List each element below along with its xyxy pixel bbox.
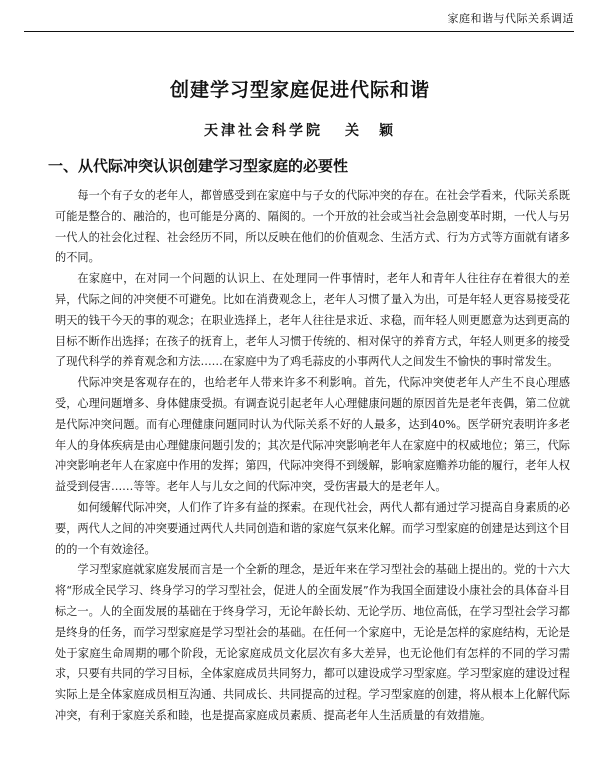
running-header — [24, 10, 574, 32]
body-paragraph: 如何缓解代际冲突，人们作了许多有益的探索。在现代社会，两代人都有通过学习提高自身素质的必要，两代人之间的冲突要通过两代人共同创造和谐的家庭气氛来化解。而学习型家庭的创建是达到这个目的的一个有效途径。 — [55, 500, 570, 556]
article-title: 创建学习型家庭促进代际和谐 — [169, 79, 430, 101]
body-paragraph: 代际冲突是客观存在的，也给老年人带来许多不利影响。首先，代际冲突使老年人产生不良心理感受，心理问题增多、身体健康受损。有调查说引起老年人心理健康问题的原因首先是老年丧偶，第二位就是代际冲突问题。而有心理健康问题同时认为代际关系不好的人最多，达到40%。医学研究表明许多老年人的身体疾病是由心理健康问题引发的；其次是代际冲突影响老年人在家庭中的权威地位；第三，代际冲突影响老年人在家庭中作用的发挥；第四，代际冲突得不到缓解，影响家庭赡养功能的履行，老年人权益受到侵害……等等。老年人与儿女之间的代际冲突，受伤害最大的是老年人。 — [55, 376, 570, 494]
running-header-title: 家庭和谐与代际关系调适 — [447, 12, 574, 25]
author-name: 关 颖 — [345, 123, 396, 139]
body-paragraph: 学习型家庭就家庭发展而言是一个全新的理念，是近年来在学习型社会的基础上提出的。党的十六大将“形成全民学习、终身学习的学习型社会，促进人的全面发展”作为我国全面建设小康社会的具体奋斗目标之一。人的全面发展的基础在于终身学习，无论年龄长幼、无论学历、地位高低，在学习型社会学习都是终身的任务，而学习型家庭是学习型社会的基础。在任何一个家庭中，无论是怎样的家庭结构，无论是处于家庭生命周期的哪个阶段，无论家庭成员文化层次有多大差异，也无论他们有怎样的不同的学习需求，只要有共同的学习目标，全体家庭成员共同努力，都可以建设成学习型家庭。学习型家庭的建设过程实际上是全体家庭成员相互沟通、共同成长、共同提高的过程。学习型家庭的创建，将从根本上化解代际冲突，有利于家庭关系和睦，也是提高家庭成员素质、提高老年人生活质量的有效措施。 — [55, 563, 570, 722]
author-line — [0, 120, 600, 140]
body-paragraph: 在家庭中，在对同一个问题的认识上、在处理同一件事情时，老年人和青年人往往存在着很大的差异，代际之间的冲突便不可避免。比如在消费观念上，老年人习惯了量入为出，可是年轻人更容易接受花明天的钱干今天的事的观念；在职业选择上，老年人往往是求近、求稳，而年轻人则更愿意为达到更高的目标不断作出选择；在孩子的抚育上，老年人习惯于传统的、相对保守的养育方式，年轻人则更多的接受了现代科学的养育观念和方法……在家庭中为了鸡毛蒜皮的小事两代人之间发生不愉快的事时常发生。 — [55, 272, 570, 369]
article-body — [55, 186, 570, 727]
author-affiliation: 天津社会科学院 — [204, 123, 323, 139]
body-paragraph: 每一个有子女的老年人，都曾感受到在家庭中与子女的代际冲突的存在。在社会学看来，代际关系既可能是整合的、融洽的，也可能是分离的、隔阂的。一个开放的社会或当社会急剧变革时期，一代人与另一代人的社会化过程、社会经历不同，所以反映在他们的价值观念、生活方式、行为方式等方面就有诸多的不同。 — [55, 189, 570, 265]
section-heading: 一、从代际冲突认识创建学习型家庭的必要性 — [48, 157, 349, 175]
